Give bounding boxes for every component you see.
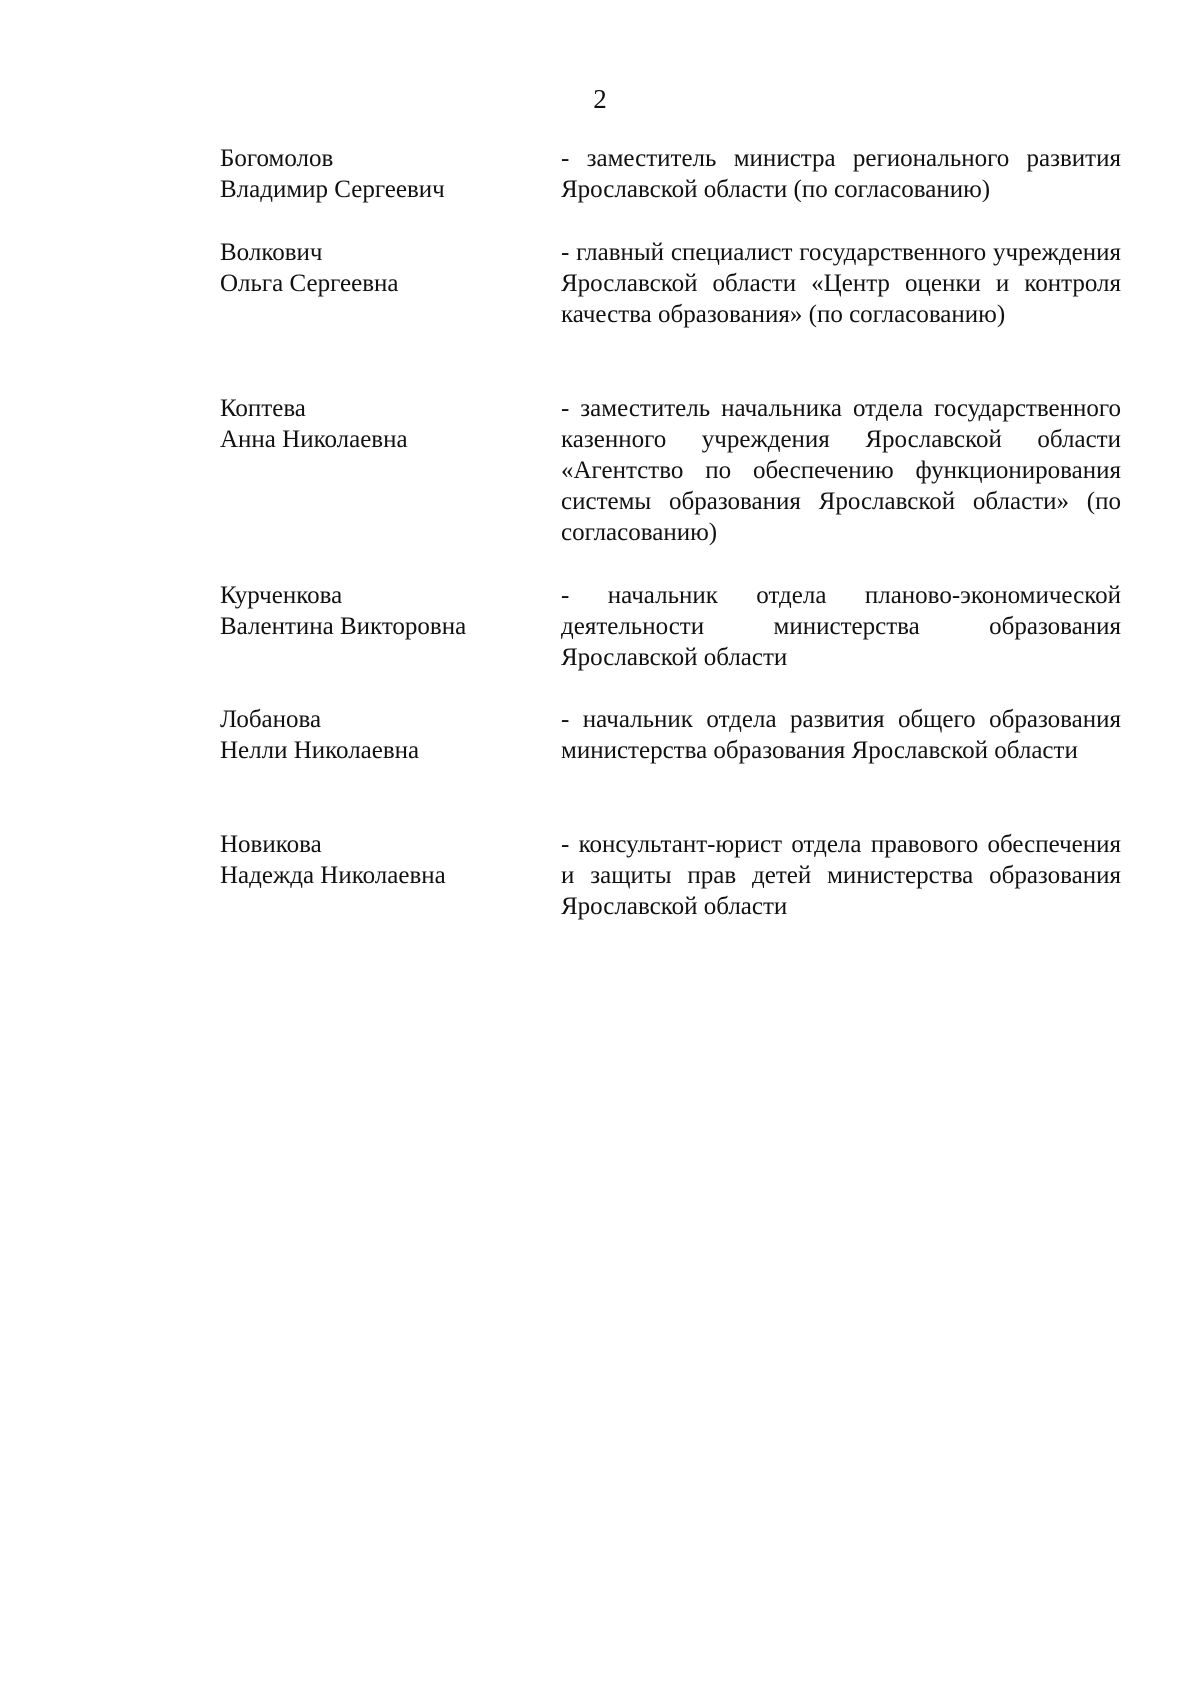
member-role: - консультант-юрист отдела правового обеспечения и защиты прав детей министерства образования Ярославской области bbox=[561, 831, 1121, 920]
member-surname: Новикова bbox=[220, 831, 322, 858]
member-role: - заместитель начальника отдела государственного казенного учреждения Ярославской области «Агентство по обеспечению функционирования системы образования Ярославской области» (по согласованию) bbox=[561, 395, 1121, 546]
member-given-names: Владимир Сергеевич bbox=[220, 176, 445, 203]
member-name bbox=[220, 143, 520, 205]
member-given-names: Нелли Николаевна bbox=[220, 737, 420, 764]
member-name bbox=[220, 580, 520, 642]
member-surname: Курченкова bbox=[220, 582, 343, 609]
member-given-names: Ольга Сергеевна bbox=[220, 270, 399, 297]
member-role: - заместитель министра регионального развития Ярославской области (по согласованию) bbox=[561, 145, 1121, 203]
member-role: - главный специалист государственного учреждения Ярославской области «Центр оценки и контроля качества образования» (по согласованию) bbox=[561, 239, 1121, 328]
page-number: 2 bbox=[593, 84, 607, 114]
member-given-names: Валентина Викторовна bbox=[220, 613, 467, 640]
member-role: - начальник отдела развития общего образования министерства образования Ярославской области bbox=[561, 706, 1121, 764]
member-name bbox=[220, 704, 520, 766]
member-surname: Богомолов bbox=[220, 145, 334, 172]
member-role: - начальник отдела планово-экономической деятельности министерства образования Ярославской области bbox=[561, 582, 1121, 671]
member-given-names: Анна Николаевна bbox=[220, 426, 408, 453]
member-name bbox=[220, 393, 520, 455]
member-given-names: Надежда Николаевна bbox=[220, 862, 446, 889]
member-surname: Коптева bbox=[220, 395, 306, 422]
member-surname: Лобанова bbox=[220, 706, 322, 733]
member-name bbox=[220, 237, 520, 299]
member-name bbox=[220, 829, 520, 891]
member-surname: Волкович bbox=[220, 239, 323, 266]
